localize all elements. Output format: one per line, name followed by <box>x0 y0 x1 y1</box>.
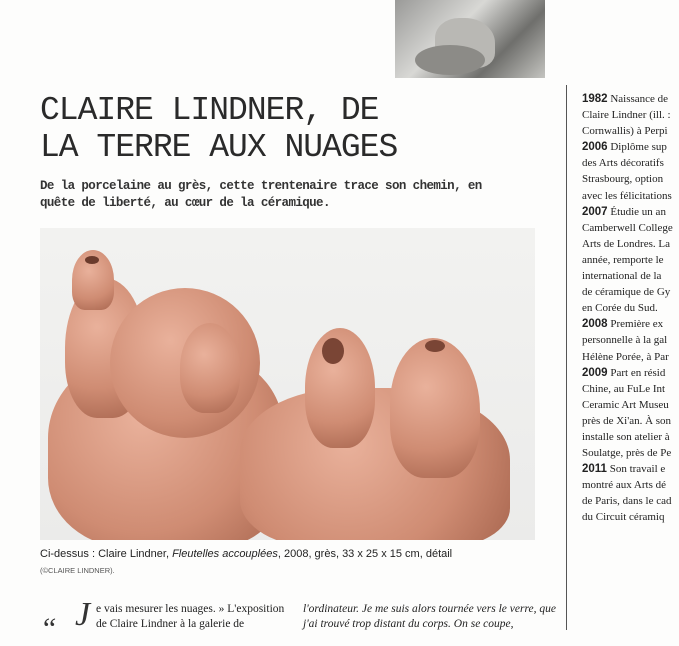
chronology-year: 2007 <box>582 205 608 218</box>
chronology-line <box>582 509 679 525</box>
chronology-text: Diplôme sup <box>610 141 667 154</box>
chronology-text: personnelle à la gal <box>582 334 668 347</box>
chronology-text: Part en résid <box>610 366 666 379</box>
photo-credit: (©CLAIRE LINDNER). <box>40 566 115 575</box>
chronology-line <box>582 284 679 300</box>
chronology-line <box>582 252 679 268</box>
chronology-text: des Arts décoratifs <box>582 157 664 170</box>
chronology-text: de Paris, dans le cad <box>582 495 672 508</box>
chronology-text: Strasbourg, option <box>582 173 664 186</box>
chronology-year: 1982 <box>582 93 608 105</box>
chronology-text: Camberwell College <box>582 221 673 234</box>
chronology-text: année, remporte le <box>582 253 664 266</box>
chronology-line <box>582 139 679 155</box>
chronology-text: Hélène Porée, à Par <box>582 350 669 363</box>
chronology-line <box>582 332 679 348</box>
quote-mark: “ <box>40 612 57 645</box>
chronology-text: Ceramic Art Museu <box>582 398 669 411</box>
chronology-line <box>582 220 679 236</box>
caption-suffix: , 2008, grès, 33 x 25 x 15 cm, détail <box>277 548 453 560</box>
chronology-line <box>582 477 679 493</box>
chronology-line <box>582 413 679 429</box>
chronology-text: Son travail e <box>609 463 666 476</box>
chronology-text: près de Xi'an. À son <box>582 414 672 427</box>
chronology-text: Arts de Londres. La <box>582 237 670 250</box>
title-line-1: CLAIRE LINDNER, DE <box>40 92 379 129</box>
chronology-line <box>582 349 679 365</box>
chronology-line <box>582 381 679 397</box>
caption-work-title: Fleutelles accouplées <box>172 548 278 560</box>
chronology-text: Soulatge, près de Pe <box>582 447 672 460</box>
chronology-line <box>582 397 679 413</box>
chronology-line <box>582 365 679 381</box>
chronology-year: 2006 <box>582 141 608 154</box>
column-divider <box>566 85 567 630</box>
chronology-text: avec les félicitations <box>582 189 672 202</box>
chronology-line <box>582 188 679 204</box>
chronology-line <box>582 171 679 187</box>
chronology-text: installe son atelier à <box>582 430 670 443</box>
sculpture-photo <box>40 228 535 540</box>
chronology-text: en Corée du Sud. <box>582 302 658 315</box>
chronology-text: international de la <box>582 270 662 283</box>
drop-cap: J <box>75 596 91 633</box>
chronology-line <box>582 461 679 477</box>
chronology-text: du Circuit céramiq <box>582 511 665 524</box>
chronology-line <box>582 155 679 171</box>
chronology-text: Claire Lindner (ill. : <box>582 109 671 122</box>
chronology-year: 2008 <box>582 318 608 331</box>
top-photo <box>395 0 545 78</box>
chronology-line <box>582 91 679 107</box>
body-column-2: l'ordinateur. Je me suis alors tournée vers le verre, que j'ai trouvé trop distant du corps. On se coupe, <box>303 603 556 630</box>
body-column-1: e vais mesurer les nuages. » L'exposition de Claire Lindner à la galerie de <box>96 603 285 630</box>
chronology-text: montré aux Arts dé <box>582 479 667 492</box>
chronology-text: Chine, au FuLe Int <box>582 382 666 395</box>
chronology-line <box>582 300 679 316</box>
chronology-line <box>582 268 679 284</box>
chronology-year: 2011 <box>582 463 607 476</box>
chronology-text: Étudie un an <box>610 205 666 218</box>
standfirst: De la porcelaine au grès, cette trentenaire trace son chemin, en quête de liberté, au cœur de la céramique. <box>40 179 482 210</box>
chronology-line <box>582 429 679 445</box>
chronology-line <box>582 107 679 123</box>
chronology-line <box>582 445 679 461</box>
caption-prefix: Ci-dessus : Claire Lindner, <box>40 548 173 560</box>
chronology-text: Première ex <box>610 318 664 331</box>
chronology-line <box>582 123 679 139</box>
chronology-text: Cornwallis) à Perpi <box>582 125 668 138</box>
article-title <box>40 92 397 166</box>
chronology-line <box>582 493 679 509</box>
photo-caption <box>40 548 452 560</box>
chronology-text: de céramique de Gy <box>582 286 671 299</box>
chronology-sidebar <box>582 91 679 526</box>
chronology-text: Naissance de <box>610 93 669 105</box>
chronology-line <box>582 236 679 252</box>
chronology-line <box>582 204 679 220</box>
chronology-year: 2009 <box>582 366 608 379</box>
chronology-line <box>582 316 679 332</box>
title-line-2: LA TERRE AUX NUAGES <box>40 129 398 166</box>
